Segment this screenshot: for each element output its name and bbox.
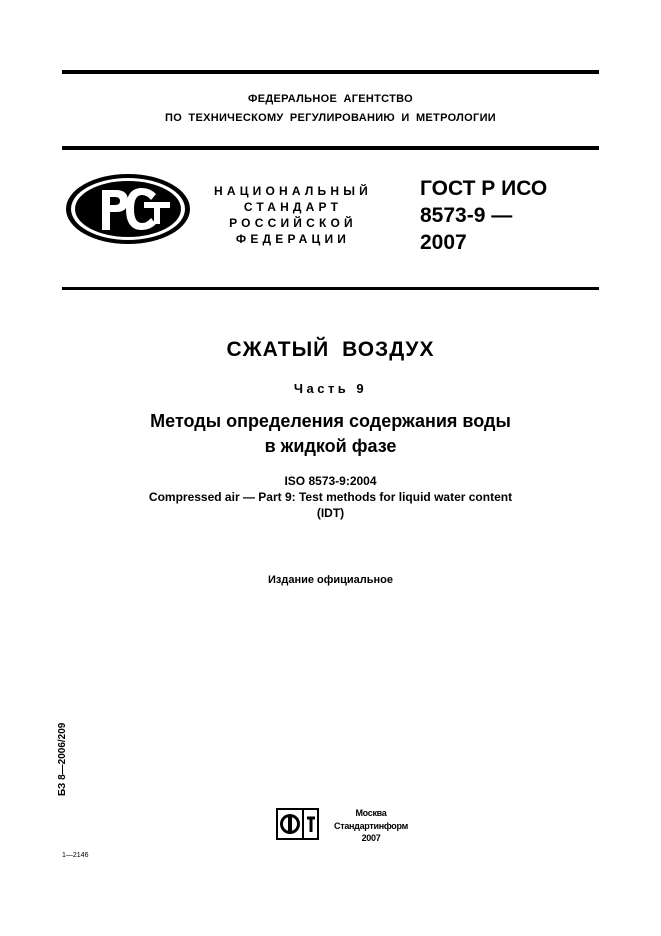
designation-line-2: 8573-9 — bbox=[420, 204, 513, 227]
identity-marker: (IDT) bbox=[316, 506, 345, 520]
rst-certification-mark-icon bbox=[64, 172, 192, 246]
publisher-year: 2007 bbox=[361, 833, 381, 843]
side-code: БЗ 8—2006/209 bbox=[57, 722, 68, 796]
national-standard-line-1: НАЦИОНАЛЬНЫЙ bbox=[213, 184, 373, 198]
title-block-rule bbox=[62, 287, 599, 290]
top-rule bbox=[62, 70, 599, 74]
part-label: Часть 9 bbox=[293, 381, 368, 396]
designation-line-3: 2007 bbox=[420, 231, 467, 254]
national-standard-line-2: СТАНДАРТ bbox=[243, 200, 343, 214]
print-code: 1—2146 bbox=[62, 852, 89, 859]
agency-line-2: ПО ТЕХНИЧЕСКОМУ РЕГУЛИРОВАНИЮ И МЕТРОЛОГИИ bbox=[165, 112, 496, 124]
agency-line-1: ФЕДЕРАЛЬНОЕ АГЕНТСТВО bbox=[248, 93, 413, 105]
english-title: Compressed air — Part 9: Test methods for liquid water content bbox=[148, 490, 513, 504]
national-standard-line-4: ФЕДЕРАЦИИ bbox=[235, 232, 351, 246]
subtitle-line-1: Методы определения содержания воды bbox=[150, 411, 511, 431]
publisher-city: Москва bbox=[355, 808, 387, 818]
page-title: СЖАТЫЙ ВОЗДУХ bbox=[226, 338, 435, 361]
subtitle-line-2: в жидкой фазе bbox=[264, 436, 397, 456]
header-rule bbox=[62, 146, 599, 150]
publisher-name: Стандартинформ bbox=[334, 821, 408, 831]
edition-label: Издание официальное bbox=[267, 574, 394, 586]
standartinform-logo-icon bbox=[276, 806, 320, 842]
iso-reference: ISO 8573-9:2004 bbox=[284, 474, 377, 488]
national-standard-line-3: РОССИЙСКОЙ bbox=[229, 216, 357, 230]
designation-line-1: ГОСТ Р ИСО bbox=[420, 177, 548, 200]
